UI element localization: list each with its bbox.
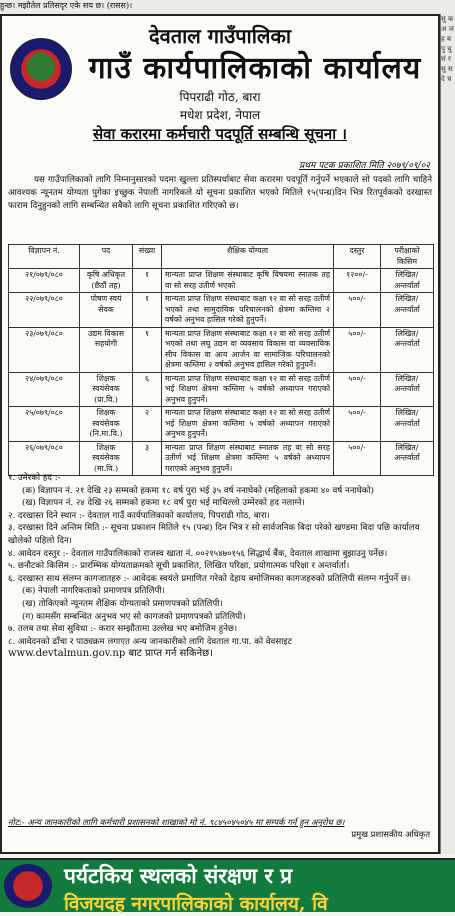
col-ad-no: विज्ञापन नं. [9,245,80,269]
fee: ५००/- [334,372,381,407]
intro-paragraph: यस गाउँपालिकाको लागि निम्नानुसारको पदमा खुल्ला प्रतिस्पर्धाबाट सेवा करारमा पदपूर्ति गर्नुपर्ने भएकाले सो पदको लागि चाहिने आवश्यक न्यूनतम योग्यता पुगेका इच्छुक नेपाली नागरिकले यो सूचना प्रकाशित भएको मितिले १५(पन्ध्र)दिन भित्र रितपूर्वकको दरखास्त फाराम दिनुहुनको लागि सम्बन्धित सबैको लागि सूचना प्रकाशित गरिएको छ। [8,175,432,211]
count: २ [133,407,162,442]
ad-no: २२/०७९/०८० [9,293,80,328]
application-place: २. दरखास्त दिने स्थान :- देवताल गाउँ कार्यपालिकाको कार्यालय, पिपराढी गोठ, बारा। [8,510,270,521]
adjacent-column-text: सु क अ ज ह ब पु चु सं र सु स दे च [440,14,455,854]
exam-type: लिखित/ अन्तर्वार्ता [381,327,434,372]
table-row [9,269,434,293]
notice-title: सेवा करारमा कर्मचारी पदपूर्ति सम्बन्धि सूचना । [93,125,347,143]
post: कृषि अधिकृत (छैठौं तह) [80,269,133,293]
municipality-name: देवताल गाउँपालिका [148,24,292,48]
notice-header [2,16,438,146]
contact-note: नोट:- अन्य जानकारीको लागि कर्मचारी प्रशासनको शाखाको मो नं. ९८४५०४५०४५ मा सम्पर्क गर्न हुन अनुरोध छ। [8,817,345,827]
qualification: मान्यता प्राप्त शिक्षण संस्थाबाट कक्षा १२ वा सो सरह उतीर्ण भई शिक्षण क्षेत्रमा कम्तिमा ५ वर्षको अध्यापन गराएको अनुभव हुनुपर्ने। [162,407,334,442]
fee: ५००/- [334,407,381,442]
count: ६ [133,372,162,407]
qualification: मान्यता प्राप्त शिक्षण संस्थाबाट कक्षा १२ वा सो सरह उतीर्ण भई शिक्षण क्षेत्रमा कम्तिमा ५ वर्षको अध्यापन गराएको अनुभव हुनुपर्ने। [162,372,334,407]
count: १ [133,269,162,293]
table-row [9,407,434,442]
fee: ५००/- [334,293,381,328]
qualification: मान्यता प्राप्त शिक्षण संस्थाबाट स्नातक तह वा सो सरह उतीर्ण भई शिक्षण क्षेत्रमा कम्तिमा ५ वर्षको अध्यापन गराएको अनुभव हुनुपर्ने। [162,441,334,476]
exam-type: लिखित/ अन्तर्वार्ता [381,372,434,407]
emblem-icon [4,864,52,908]
post: शिक्षक स्वयंसेवक (नि.मा.वि.) [80,407,133,442]
exam-type: लिखित/ अन्तर्वार्ता [381,293,434,328]
salary-benefits: ७. तलब तथा सेवा सुविधा :- करार सम्झौतामा उल्लेख भए बमोजिम हुनेछ। [8,624,238,635]
age-limit-a: (क) विज्ञापन नं. २१ देखि २३ सम्मको हकमा १८ वर्ष पुरा भई ३५ वर्ष ननाघेको (महिलाको हकमा ४० वर्ष ननाघेको) [22,485,374,496]
exam-type: लिखित/ अन्तर्वार्ता [381,441,434,476]
qualification: मान्यता प्राप्त शिक्षण संस्थाबाट कक्षा १२ वा सो सरह उतीर्ण भएको तथा सामुदायिक परिचालनको क्षेत्रमा कम्तिमा २ वर्षको अनुभव हासिल गरेको हुनुपर्ने। [162,293,334,328]
age-limit-b: (ख) विज्ञापन नं. २४ देखि २६ सम्मको हकमा १८ वर्ष पुरा भई माथिल्लो उम्मेरको हद नलाग्ने। [22,498,305,509]
post: उद्यम विकास सहयोगी [80,327,133,372]
conditions-list [8,472,432,661]
banner-subline: विजयदह नगरपालिकाको कार्यालय, वि [64,893,328,915]
count: १ [133,293,162,328]
exam-type: लिखित/ अन्तर्वार्ता [381,407,434,442]
ad-no: २१/०७९/०८० [9,269,80,293]
ad-no: २६/०७९/०८० [9,441,80,476]
col-qualification: शैक्षिक योग्यता [162,245,334,269]
qualification: मान्यता प्राप्त शिक्षण संस्थाबाट कक्षा १२ वा सो सरह उतीर्ण भएको तथा लघु उद्यम वा व्यवसाय विकास वा व्यवसायिक सीप विकास वा आय आर्जन वा सामाजिक परिचालनको क्षेत्रमा कम्तिमा २ वर्षको अनुभव हासिल गरेको हुनुपर्ने। [162,327,334,372]
post: शिक्षक स्वयंसेवक (प्रा.वि.) [80,372,133,407]
table-row [9,327,434,372]
documents-required: ६. दरखास्त साथ संलग्न कागजातहरु :- आवेदक स्वयंले प्रमाणित गरेको देहाय बमोजिमका कागजहरुको प्रतिलिपी संलग्न गर्नुपर्ने छ। [8,573,411,584]
age-limit-heading: १. उमेरको हद :- [8,473,61,483]
fee: ५००/- [334,441,381,476]
col-fee: दस्तुर [334,245,381,269]
col-count: संख्या [133,245,162,269]
top-news-strip: हुन्छ। मझौतेल प्रतिसदृर एके सय छ। (रासस)। [0,0,455,15]
table-row [9,372,434,407]
website-link[interactable]: www.devtalmun.gov.np बाट प्राप्त गर्न सकिनेछ। [8,648,213,660]
document-b: (ख) तोकिएको न्यूनतम शैक्षिक योग्यताको प्रमाणपत्रको प्रतिलिपी। [22,598,223,609]
col-post: पद [80,245,133,269]
fee: ५००/- [334,327,381,372]
count: ३ [133,441,162,476]
table-row [9,441,434,476]
ad-no: २३/०७९/०८० [9,327,80,372]
signatory: प्रमुख प्रशासकीय अधिकृत [351,829,430,839]
banner-headline: पर्यटकिय स्थलको संरक्षण र प्र [64,863,293,888]
application-deadline: ३. दरखास्त दिने अन्तिम मिति :- सूचना प्रकाशन मितिले १५ (पन्ध्र) दिन भित्र र सो सार्वजनिक बिदा परेको खण्डमा बिदा पछि कार्यालय खोलेको पहिलो दिन। [8,523,420,546]
document-a: (क) नेपाली नागरिकताको प्रमाणपत्र प्रतिलिपी। [22,586,165,597]
address-line: पिपराढी गोठ, बारा [179,90,261,104]
more-info: ८. आवेदनको ढाँचा र पाठ्यक्रम लगाएत अन्य जानकारीको लागि देवताल गा.पा. को वेवसाइट [8,636,292,647]
vacancy-notice [0,14,440,854]
post: शिक्षक स्वयंसेवक (मा.वि.) [80,441,133,476]
table-header-row [9,245,434,269]
selection-method: ५. छनौटको किसिम :- प्रारम्भिक योग्यताक्रमको सूची प्रकाशित, लिखित परिक्षा, प्रयोगात्मक परिक्षा र अन्तर्वार्ता। [8,561,350,572]
office-name: गाउँ कार्यपालिकाको कार्यालय [88,51,422,86]
table-row [9,293,434,328]
exam-type: लिखित/ अन्तर्वार्ता [381,269,434,293]
fee: १२००/- [334,269,381,293]
application-fee: ४. आवेदन दस्तुर :- देवताल गाउँपालिकाको राजस्व खाता नं. ००२१५४७०१५६ सिद्धार्थ बैंक, देवताल शाखामा बुझाउनु पर्नेछ। [8,548,388,559]
document-c: (ग) कामसँग सम्बन्धित अनुभव भए सो कागजको प्रमाणपत्रको प्रतिलिपी। [22,611,246,622]
next-advert-banner [0,858,455,915]
qualification: मान्यता प्राप्त शिक्षण संस्थाबाट कृषि विषयमा स्नातक तह वा सो सरह उतीर्ण भएको [162,269,334,293]
post: पोषण स्वयं सेवक [80,293,133,328]
col-exam: परीक्षाको किसिम [381,245,434,269]
province-line: मधेश प्रदेश, नेपाल [179,108,261,122]
vacancy-table [8,244,434,476]
ad-no: २५/०७९/०८० [9,407,80,442]
published-date: प्रथम पटक प्रकाशित मिति २०७९/०९/०२ [299,161,430,171]
ad-no: २४/०७९/०८० [9,372,80,407]
count: १ [133,327,162,372]
notice-footer [8,816,432,839]
